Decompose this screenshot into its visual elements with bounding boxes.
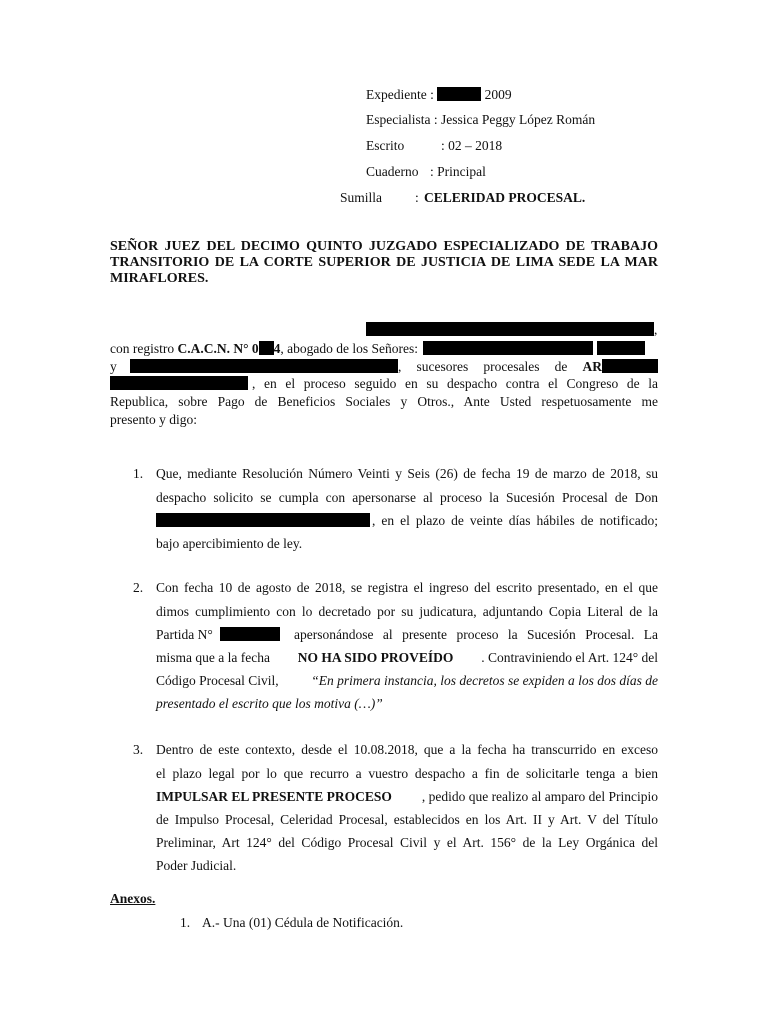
anexo-number: 1. [180,915,191,930]
intro-line-4-text: , en el proceso seguido en su despacho contra el Congreso de la [252,376,658,391]
cuaderno-value: : Principal [430,164,486,179]
especialista-line: Especialista : Jessica Peggy López Román [366,112,596,127]
item-3-line-3 [156,789,658,805]
anexos-heading: Anexos. [110,891,156,906]
sumilla-label: Sumilla [340,190,383,205]
escrito-line [366,138,404,154]
intro-line-3 [110,359,117,375]
item-2-line-4 [156,650,658,666]
anexo-item: A.- Una (01) Cédula de Notificación. [202,915,404,930]
ar-text: AR [582,359,602,374]
cacn-part-a: C.A.C.N. N° 0 [177,341,259,356]
redaction-block [437,87,481,101]
codigo-text: Código Procesal Civil, [156,673,279,688]
redaction-block [130,359,398,373]
pedido-text: , pedido que realizo al amparo del Principio [421,789,658,804]
item-3-line-6: Poder Judicial. [156,858,237,873]
item-number: 2. [133,580,144,595]
intro-line-3-tail [398,359,658,375]
cacn-part-b: 4 [273,341,281,356]
item-2-line-3-text: apersonándose al presente proceso la Sucesión Procesal. La [294,627,658,642]
item-3-line-1: Dentro de este contexto, desde el 10.08.2018, que a la fecha ha transcurrido en exceso [156,742,658,757]
addressee-heading: SEÑOR JUEZ DEL DECIMO QUINTO JUZGADO ESPECIALIZADO DE TRABAJO TRANSITORIO DE LA CORTE SUPERIOR DE JUSTICIA DE LIMA SEDE LA MAR MIRAFLORES. [110,239,658,286]
sucesores-text: , sucesores procesales de [398,359,568,374]
no-proveido-text: NO HA SIDO PROVEÍDO [297,650,454,665]
item-1-line-1: Que, mediante Resolución Número Veinti y Seis (26) de fecha 19 de marzo de 2018, su [156,466,658,481]
item-2-line-6: presentado el escrito que los motiva (…)” [156,696,383,711]
expediente-line [366,87,512,103]
quote-start-text: “En primera instancia, los decretos se expiden a los dos días de [311,673,658,688]
expediente-suffix: 2009 [484,87,512,102]
redaction-block [602,359,658,373]
item-2-line-1: Con fecha 10 de agosto de 2018, se registra el ingreso del escrito presentado, en el que [156,580,658,595]
intro-line-3-body [130,359,398,375]
item-3-line-2: el plazo legal por lo que recurro a vuestro despacho a fin de solicitarle tenga a bien [156,766,658,781]
redaction-block [366,322,654,336]
contraviniendo-text: . Contraviniendo el Art. 124° del [481,650,658,665]
item-number: 3. [133,742,144,757]
sumilla-value: CELERIDAD PROCESAL. [424,190,586,205]
cuaderno-label: Cuaderno [366,164,419,179]
expediente-label: Expediente : [366,87,434,102]
item-3-line-4: de Impulso Procesal, Celeridad Procesal, establecidos en los Art. II y Art. V del Título [156,812,658,827]
misma-text: misma que a la fecha [156,650,270,665]
intro-comma: , [654,322,658,337]
item-number: 1. [133,466,144,481]
redaction-block [156,513,370,527]
item-1-line-3-text: , en el plazo de veinte días hábiles de notificado; [372,513,658,528]
partida-label: Partida N° [156,627,213,642]
cacn-number [177,341,280,356]
item-1-line-4: bajo apercibimiento de ley. [156,536,303,551]
intro-line-1 [366,322,657,338]
conjunction-y: y [110,359,117,374]
redaction-block [220,627,280,641]
item-1-line-2: despacho solicito se cumpla con apersonarse al proceso la Sucesión Procesal de Don [156,490,658,505]
intro-line-2 [110,341,645,357]
item-3-line-5: Preliminar, Art 124° del Código Procesal Civil y el Art. 156° de la Ley Orgánica del [156,835,658,850]
redaction-block [423,341,593,355]
intro-line-5: Republica, sobre Pago de Beneficios Sociales y Otros., Ante Usted respetuosamente me [110,394,658,409]
sumilla-colon: : [415,190,419,205]
escrito-label: Escrito [366,138,405,153]
item-1-line-3 [156,513,370,529]
intro-line-6: presento y digo: [110,412,197,427]
item-2-line-3 [156,627,280,643]
redaction-block [259,341,274,355]
impulsar-text: IMPULSAR EL PRESENTE PROCESO [156,789,392,804]
redaction-block [597,341,645,355]
escrito-value: : 02 – 2018 [441,138,503,153]
redaction-block [110,376,248,390]
abogado-text: , abogado de los Señores: [280,341,418,356]
item-2-line-5 [156,673,658,689]
intro-line-4 [110,376,248,392]
item-2-line-2: dimos cumplimiento con lo decretado por su judicatura, adjuntando Copia Literal de la [156,604,658,619]
registro-label: con registro [110,341,175,356]
